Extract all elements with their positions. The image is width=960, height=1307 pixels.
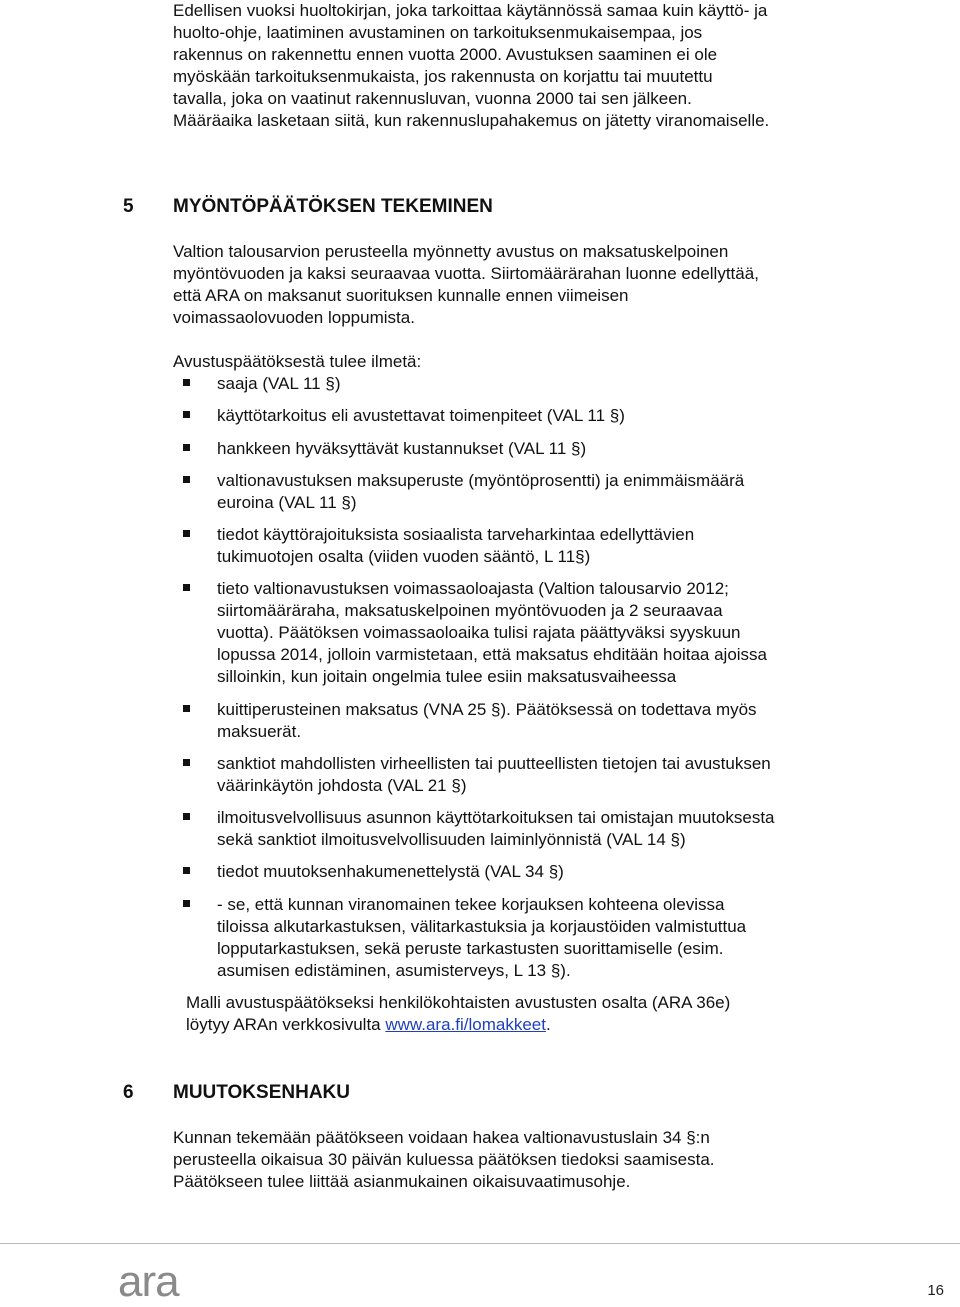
paragraph-line: Valtion talousarvion perusteella myönnetty avustus on maksatuskelpoinen <box>173 242 729 261</box>
paragraph-line <box>186 1014 886 1036</box>
list-item-line: vuotta). Päätöksen voimassaoloaika tulisi rajata päättyväksi syyskuun <box>217 623 741 642</box>
section-number: 6 <box>123 1082 134 1103</box>
square-bullet-icon <box>183 705 190 712</box>
section-6-heading <box>123 1082 350 1104</box>
paragraph-line: myöntövuoden ja kaksi seuraavaa vuotta. Siirtomäärärahan luonne edellyttää, <box>173 264 759 283</box>
section-5-paragraph <box>173 241 873 329</box>
ara-forms-link[interactable]: www.ara.fi/lomakkeet <box>385 1015 546 1034</box>
list-item-line: hankkeen hyväksyttävät kustannukset (VAL 11 §) <box>217 439 587 458</box>
intro-line: Edellisen vuoksi huoltokirjan, joka tarkoittaa käytännössä samaa kuin käyttö- ja <box>173 1 768 20</box>
list-item-line: asumisen edistäminen, asumisterveys, L 13 §). <box>217 961 571 980</box>
paragraph-line: Kunnan tekemään päätökseen voidaan hakea valtionavustuslain 34 §:n <box>173 1128 710 1147</box>
intro-line: tavalla, joka on vaatinut rakennusluvan, vuonna 2000 tai sen jälkeen. <box>173 89 692 108</box>
square-bullet-icon <box>183 444 190 451</box>
square-bullet-icon <box>183 813 190 820</box>
list-item-line: sekä sanktiot ilmoitusvelvollisuuden laiminlyönnistä (VAL 14 §) <box>217 830 686 849</box>
link-suffix-text: . <box>545 1015 551 1034</box>
list-item-line: tiedot käyttörajoituksista sosiaalista tarveharkintaa edellyttävien <box>217 525 695 544</box>
list-item-line: silloinkin, kun joitain ongelmia tulee esiin maksatusvaiheessa <box>217 667 677 686</box>
list-item-line: valtionavustuksen maksuperuste (myöntöprosentti) ja enimmäismäärä <box>217 471 745 490</box>
list-item-line: saaja (VAL 11 §) <box>217 374 341 393</box>
list-item-line: - se, että kunnan viranomainen tekee korjauksen kohteena olevissa <box>217 895 725 914</box>
square-bullet-icon <box>183 476 190 483</box>
ara-logo <box>118 1258 198 1302</box>
section-6-paragraph <box>173 1127 873 1193</box>
paragraph-line: Päätökseen tulee liittää asianmukainen oikaisuvaatimusohje. <box>173 1172 631 1191</box>
paragraph-line: Malli avustuspäätökseksi henkilökohtaisten avustusten osalta (ARA 36e) <box>186 993 731 1012</box>
square-bullet-icon <box>183 411 190 418</box>
intro-line: Määräaika lasketaan siitä, kun rakennuslupahakemus on jätetty viranomaiselle. <box>173 111 770 130</box>
list-item-line: ilmoitusvelvollisuus asunnon käyttötarkoituksen tai omistajan muutoksesta <box>217 808 775 827</box>
paragraph-line: voimassaolovuoden loppumista. <box>173 308 415 327</box>
list-item-line: siirtomääräraha, maksatuskelpoinen myöntövuoden ja 2 seuraavaa <box>217 601 723 620</box>
intro-line: myöskään tarkoituksenmukaista, jos rakennusta on korjattu tai muutettu <box>173 67 713 86</box>
square-bullet-icon <box>183 379 190 386</box>
intro-line: huolto-ohje, laatiminen avustaminen on tarkoituksenmukaisempaa, jos <box>173 23 703 42</box>
list-item-line: lopputarkastuksen, sekä peruste tarkastusten suorittamiselle (esim. <box>217 939 724 958</box>
list-item-line: lopussa 2014, jolloin varmistetaan, että maksatus ehditään hoitaa ajoissa <box>217 645 768 664</box>
list-intro <box>173 351 873 373</box>
intro-paragraph <box>173 0 873 132</box>
paragraph-line: perusteella oikaisua 30 päivän kuluessa päätöksen tiedoksi saamisesta. <box>173 1150 715 1169</box>
intro-line: rakennus on rakennettu ennen vuotta 2000. Avustuksen saaminen ei ole <box>173 45 718 64</box>
list-intro-text: Avustuspäätöksestä tulee ilmetä: <box>173 352 422 371</box>
ara-logo-text: ara <box>118 1258 179 1302</box>
square-bullet-icon <box>183 867 190 874</box>
paragraph-line: että ARA on maksanut suorituksen kunnalle ennen viimeisen <box>173 286 629 305</box>
template-reference-paragraph <box>186 992 886 1036</box>
list-item-line: kuittiperusteinen maksatus (VNA 25 §). Päätöksessä on todettava myös <box>217 700 757 719</box>
list-item-line: sanktiot mahdollisten virheellisten tai puutteellisten tietojen tai avustuksen <box>217 754 771 773</box>
list-item-line: käyttötarkoitus eli avustettavat toimenpiteet (VAL 11 §) <box>217 406 625 425</box>
section-title: MYÖNTÖPÄÄTÖKSEN TEKEMINEN <box>173 196 493 217</box>
list-item-line: tiloissa alkutarkastuksen, välitarkastuksia ja korjaustöiden valmistuttua <box>217 917 747 936</box>
section-5-heading <box>123 196 493 218</box>
list-item-line: tiedot muutoksenhakumenettelystä (VAL 34 §) <box>217 862 564 881</box>
section-number: 5 <box>123 196 134 217</box>
square-bullet-icon <box>183 900 190 907</box>
page-number: 16 <box>927 1282 944 1299</box>
list-item-line: maksuerät. <box>217 722 302 741</box>
link-prefix-text: löytyy ARAn verkkosivulta <box>186 1015 386 1034</box>
list-item-line: euroina (VAL 11 §) <box>217 493 357 512</box>
square-bullet-icon <box>183 759 190 766</box>
list-item-line: tieto valtionavustuksen voimassaoloajasta (Valtion talousarvio 2012; <box>217 579 729 598</box>
section-title: MUUTOKSENHAKU <box>173 1082 350 1103</box>
footer-divider <box>0 1243 960 1244</box>
square-bullet-icon <box>183 530 190 537</box>
list-item-line: tukimuotojen osalta (viiden vuoden sääntö, L 11§) <box>217 547 591 566</box>
square-bullet-icon <box>183 584 190 591</box>
list-item-line: väärinkäytön johdosta (VAL 21 §) <box>217 776 467 795</box>
